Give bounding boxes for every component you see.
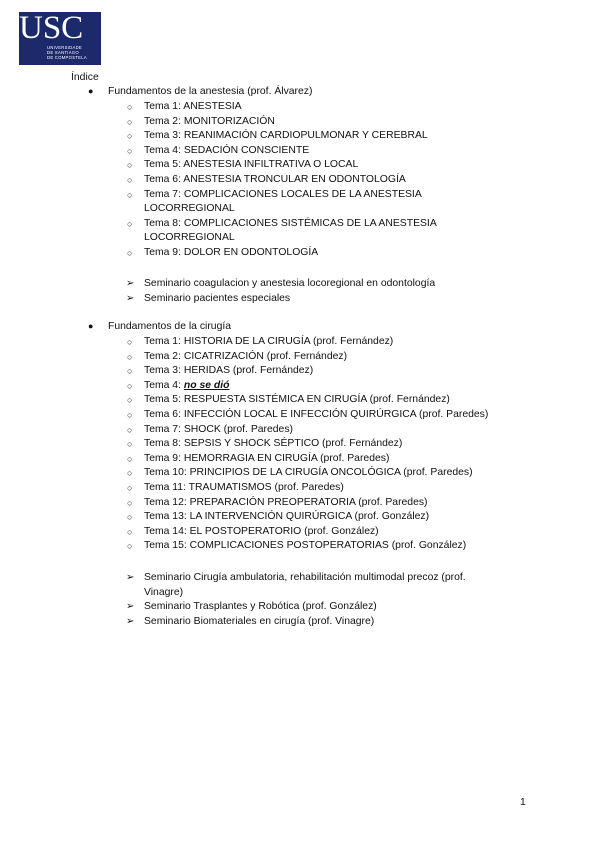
index-title: Índice — [71, 72, 99, 83]
circle-bullet-icon: ○ — [127, 453, 133, 464]
section-heading — [88, 86, 313, 97]
list-item: ○ Tema 6: INFECCIÓN LOCAL E INFECCIÓN QUIRÚRGICA (prof. Paredes) — [144, 408, 524, 423]
topic-list — [127, 100, 524, 261]
circle-bullet-icon: ○ — [127, 131, 133, 142]
list-item: ➢ Seminario coagulacion y anestesia locoregional en odontología — [144, 277, 504, 292]
logo-line: DE SANTIAGO — [47, 50, 79, 55]
circle-bullet-icon: ○ — [127, 395, 133, 406]
bullet-dot-icon: ● — [88, 86, 94, 96]
list-item: ○ Tema 1: HISTORIA DE LA CIRUGÍA (prof. Fernández) — [144, 335, 524, 350]
list-item: ○ Tema 11: TRAUMATISMOS (prof. Paredes) — [144, 481, 524, 496]
arrow-bullet-icon: ➢ — [126, 292, 135, 304]
list-item: ○ Tema 5: ANESTESIA INFILTRATIVA O LOCAL — [144, 158, 524, 173]
list-item: ○ Tema 8: SEPSIS Y SHOCK SÉPTICO (prof. Fernández) — [144, 437, 524, 452]
list-item: ➢ Seminario Biomateriales en cirugía (prof. Vinagre) — [144, 615, 494, 630]
circle-bullet-icon: ○ — [127, 541, 133, 552]
list-item: ○ Tema 2: MONITORIZACIÓN — [144, 115, 524, 130]
circle-bullet-icon: ○ — [127, 351, 133, 362]
circle-bullet-icon: ○ — [127, 482, 133, 493]
arrow-bullet-icon: ➢ — [126, 601, 135, 613]
list-item: ➢ Seminario pacientes especiales — [144, 292, 504, 307]
list-item: ○ Tema 9: DOLOR EN ODONTOLOGÍA — [144, 246, 524, 261]
circle-bullet-icon: ○ — [127, 439, 133, 450]
list-item: ○ Tema 1: ANESTESIA — [144, 100, 524, 115]
list-item: ○ Tema 7: SHOCK (prof. Paredes) — [144, 423, 524, 438]
section-heading — [88, 321, 232, 332]
list-item: ○ Tema 13: LA INTERVENCIÓN QUIRÚRGICA (prof. González) — [144, 510, 524, 525]
list-item: ○ Tema 8: COMPLICACIONES SISTÉMICAS DE LA ANESTESIA LOCORREGIONAL — [127, 217, 437, 244]
list-item: ○ Tema 5: RESPUESTA SISTÉMICA EN CIRUGÍA (prof. Fernández) — [144, 393, 524, 408]
circle-bullet-icon: ○ — [127, 116, 133, 127]
list-item: ○ Tema 3: HERIDAS (prof. Fernández) — [144, 364, 524, 379]
list-item: ➢ Seminario Cirugía ambulatoria, rehabilitación multimodal precoz (prof. Vinagre) — [126, 572, 466, 598]
circle-bullet-icon: ○ — [127, 497, 133, 508]
circle-bullet-icon: ○ — [127, 409, 133, 420]
list-item: ○ Tema 12: PREPARACIÓN PREOPERATORIA (prof. Paredes) — [144, 496, 524, 511]
list-item: ○ Tema 2: CICATRIZACIÓN (prof. Fernández) — [144, 350, 524, 365]
section-heading-text: Fundamentos de la cirugía — [108, 321, 232, 332]
list-item: ○ Tema 6: ANESTESIA TRONCULAR EN ODONTOLOGÍA — [144, 173, 524, 188]
circle-bullet-icon: ○ — [127, 366, 133, 377]
circle-bullet-icon: ○ — [127, 526, 133, 537]
circle-bullet-icon: ○ — [127, 160, 133, 171]
circle-bullet-icon: ○ — [127, 145, 133, 156]
bullet-dot-icon: ● — [88, 321, 94, 331]
list-item: ○ Tema 4: no se dió — [144, 379, 524, 394]
section-heading-text: Fundamentos de la anestesia (prof. Álvarez) — [108, 86, 313, 97]
circle-bullet-icon: ○ — [127, 380, 133, 391]
seminar-list — [126, 277, 504, 306]
circle-bullet-icon: ○ — [127, 424, 133, 435]
circle-bullet-icon: ○ — [127, 174, 133, 185]
list-item: ○ Tema 4: SEDACIÓN CONSCIENTE — [144, 144, 524, 159]
list-item: ➢ Seminario Trasplantes y Robótica (prof. González) — [144, 600, 494, 615]
list-item: ○ Tema 14: EL POSTOPERATORIO (prof. González) — [144, 525, 524, 540]
arrow-bullet-icon: ➢ — [126, 278, 135, 289]
list-item: ○ Tema 3: REANIMACIÓN CARDIOPULMONAR Y CEREBRAL — [144, 129, 524, 144]
list-item: ○ Tema 10: PRINCIPIOS DE LA CIRUGÍA ONCOLÓGICA (prof. Paredes) — [144, 466, 524, 481]
circle-bullet-icon: ○ — [127, 512, 133, 523]
usc-logo — [19, 12, 101, 65]
topic-list — [127, 335, 524, 554]
not-given-note: no se dió — [183, 379, 230, 391]
logo-line: UNIVERSIDADE — [47, 45, 83, 50]
circle-bullet-icon: ○ — [127, 468, 133, 479]
list-item: ○ Tema 9: HEMORRAGIA EN CIRUGÍA (prof. Paredes) — [144, 452, 524, 467]
circle-bullet-icon: ○ — [127, 247, 133, 258]
arrow-bullet-icon: ➢ — [126, 615, 135, 627]
page-number: 1 — [520, 797, 526, 808]
list-item: ○ Tema 15: COMPLICACIONES POSTOPERATORIAS (prof. González) — [144, 539, 524, 554]
logo-line: DE COMPOSTELA — [47, 55, 87, 60]
seminar-list — [126, 571, 494, 629]
circle-bullet-icon: ○ — [127, 337, 133, 347]
list-item: ○ Tema 7: COMPLICACIONES LOCALES DE LA ANESTESIA LOCORREGIONAL — [127, 188, 422, 215]
logo-subtitle — [47, 45, 99, 60]
logo-letters: USC — [19, 10, 84, 46]
circle-bullet-icon: ○ — [127, 189, 133, 200]
circle-bullet-icon: ○ — [127, 102, 133, 112]
circle-bullet-icon: ○ — [127, 218, 133, 229]
arrow-bullet-icon: ➢ — [126, 572, 135, 583]
